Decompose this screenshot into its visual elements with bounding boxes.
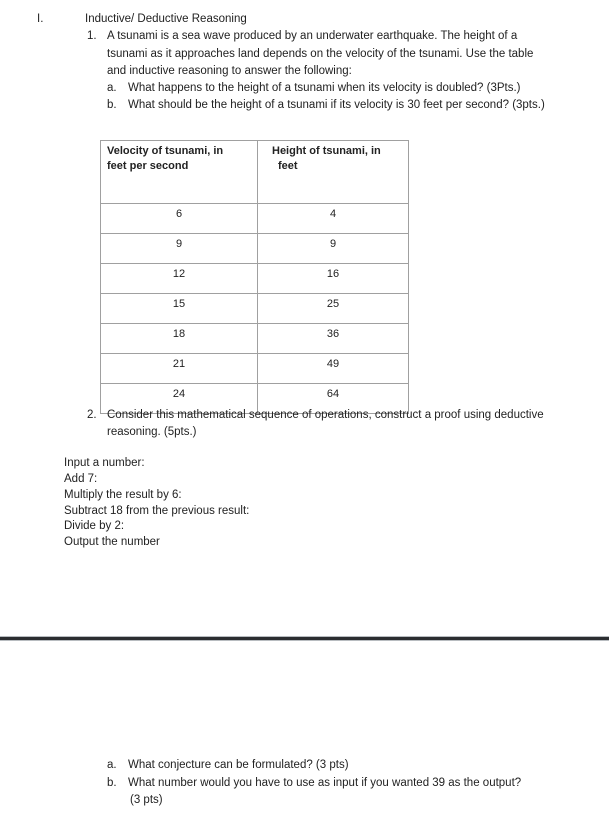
header-velocity: Velocity of tsunami, in feet per second xyxy=(101,141,258,204)
height-cell: 64 xyxy=(258,384,409,414)
step-input: Input a number: xyxy=(64,457,145,469)
step-add: Add 7: xyxy=(64,473,98,485)
table-row xyxy=(101,234,409,264)
question1-number: 1. xyxy=(87,30,97,42)
question2-part-a-text: What conjecture can be formulated? (3 pts) xyxy=(128,759,349,771)
step-subtract: Subtract 18 from the previous result: xyxy=(64,505,250,517)
question2-number: 2. xyxy=(87,409,97,421)
table-row xyxy=(101,264,409,294)
question1-part-b-text: What should be the height of a tsunami if its velocity is 30 feet per second? (3pts.) xyxy=(128,99,545,111)
height-cell: 49 xyxy=(258,354,409,384)
section-numeral: I. xyxy=(37,13,44,25)
step-divide: Divide by 2: xyxy=(64,520,125,532)
table-row xyxy=(101,204,409,234)
table-row xyxy=(101,294,409,324)
question2-text-line1: Consider this mathematical sequence of operations, construct a proof using deductive xyxy=(107,409,544,421)
velocity-cell: 21 xyxy=(101,354,258,384)
question1-part-a-text: What happens to the height of a tsunami when its velocity is doubled? (3Pts.) xyxy=(128,82,521,94)
height-cell: 36 xyxy=(258,324,409,354)
height-cell: 16 xyxy=(258,264,409,294)
question2-text-line2: reasoning. (5pts.) xyxy=(107,426,197,438)
question1-part-a-letter: a. xyxy=(107,82,117,94)
velocity-cell: 18 xyxy=(101,324,258,354)
section-title: Inductive/ Deductive Reasoning xyxy=(85,13,247,25)
step-multiply: Multiply the result by 6: xyxy=(64,489,182,501)
table-row xyxy=(101,354,409,384)
tsunami-data-table xyxy=(100,140,409,414)
question1-text-line1: A tsunami is a sea wave produced by an underwater earthquake. The height of a xyxy=(107,30,518,42)
velocity-cell: 24 xyxy=(101,384,258,414)
height-cell: 4 xyxy=(258,204,409,234)
question2-part-b-letter: b. xyxy=(107,777,117,789)
table-header-row xyxy=(101,141,409,204)
height-cell: 25 xyxy=(258,294,409,324)
question1-text-line3: and inductive reasoning to answer the following: xyxy=(107,65,352,77)
header-height: Height of tsunami, in feet xyxy=(258,141,409,204)
question2-part-b-continuation: (3 pts) xyxy=(130,794,163,806)
velocity-cell: 6 xyxy=(101,204,258,234)
velocity-cell: 12 xyxy=(101,264,258,294)
question1-part-b-letter: b. xyxy=(107,99,117,111)
height-cell: 9 xyxy=(258,234,409,264)
table-row xyxy=(101,324,409,354)
question2-part-a-letter: a. xyxy=(107,759,117,771)
question1-text-line2: tsunami as it approaches land depends on the velocity of the tsunami. Use the table xyxy=(107,48,534,60)
velocity-cell: 9 xyxy=(101,234,258,264)
step-output: Output the number xyxy=(64,536,160,548)
page-divider xyxy=(0,636,609,641)
velocity-cell: 15 xyxy=(101,294,258,324)
question2-part-b-text: What number would you have to use as input if you wanted 39 as the output? xyxy=(128,777,522,789)
